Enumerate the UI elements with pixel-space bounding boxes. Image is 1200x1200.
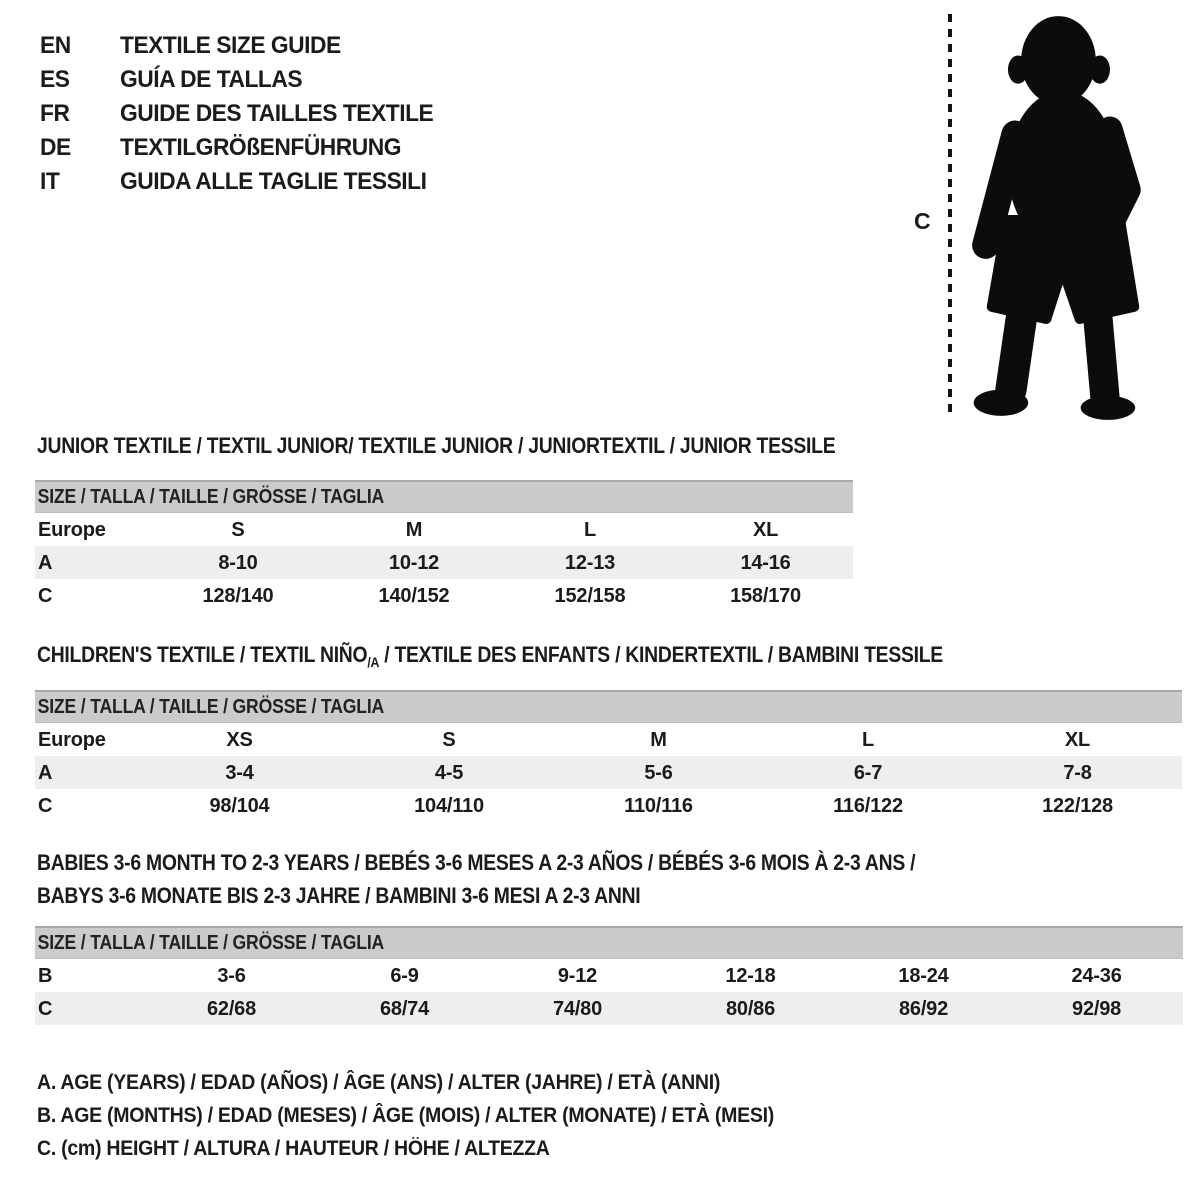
size-cell: S xyxy=(231,518,245,541)
region-row xyxy=(35,513,853,547)
height-cell: 116/122 xyxy=(833,794,903,817)
height-cell: 74/80 xyxy=(491,992,664,1025)
junior-size-table xyxy=(35,480,853,612)
height-cm-row xyxy=(35,789,1182,822)
size-header-row xyxy=(35,691,1182,723)
age-years-row xyxy=(35,756,1182,789)
region-row xyxy=(35,723,1182,757)
height-cell: 86/92 xyxy=(837,992,1010,1025)
babies-size-table xyxy=(35,926,1183,1025)
months-cell: 12-18 xyxy=(725,964,776,987)
height-cell: 122/128 xyxy=(1042,794,1113,817)
lang-row-en xyxy=(40,29,450,63)
months-cell: 9-12 xyxy=(557,964,598,987)
lang-label: GUIDA ALLE TAGLIE TESSILI xyxy=(120,168,427,195)
height-cell: 128/140 xyxy=(202,584,274,607)
size-cell: S xyxy=(442,728,456,751)
row-label: C xyxy=(38,584,53,607)
height-cell: 140/152 xyxy=(378,584,450,607)
children-title-main: CHILDREN'S TEXTILE / TEXTIL NIÑO xyxy=(37,642,368,667)
size-cell: XL xyxy=(1064,728,1091,751)
legend-age-months: B. AGE (MONTHS) / EDAD (MESES) / ÂGE (MOIS) / ALTER (MONATE) / ETÀ (MESI) xyxy=(37,1104,774,1127)
row-label: B xyxy=(38,964,53,987)
height-measure-label: C xyxy=(914,208,931,234)
height-cell: 152/158 xyxy=(554,584,626,607)
age-cell: 6-7 xyxy=(763,756,973,789)
size-header-label: SIZE / TALLA / TAILLE / GRÖSSE / TAGLIA xyxy=(37,696,385,718)
height-cell: 92/98 xyxy=(1010,992,1183,1025)
months-cell: 18-24 xyxy=(898,964,949,987)
lang-code: ES xyxy=(40,66,70,93)
size-cell: L xyxy=(861,728,875,751)
size-header-label: SIZE / TALLA / TAILLE / GRÖSSE / TAGLIA xyxy=(37,486,385,508)
age-years-row xyxy=(35,546,853,579)
age-cell: 7-8 xyxy=(973,756,1182,789)
age-cell: 8-10 xyxy=(150,546,326,579)
size-header-label: SIZE / TALLA / TAILLE / GRÖSSE / TAGLIA xyxy=(37,932,385,954)
age-cell: 10-12 xyxy=(326,546,502,579)
age-cell: 12-13 xyxy=(502,546,678,579)
toddler-silhouette-icon xyxy=(962,8,1165,432)
row-label: Europe xyxy=(38,728,106,751)
lang-label: TEXTILGRÖßENFÜHRUNG xyxy=(120,134,402,161)
height-cell: 158/170 xyxy=(730,584,801,607)
junior-section-title: JUNIOR TEXTILE / TEXTIL JUNIOR/ TEXTILE JUNIOR / JUNIORTEXTIL / JUNIOR TESSILE xyxy=(37,433,836,458)
size-header-row xyxy=(35,927,1183,959)
children-size-table xyxy=(35,690,1182,822)
size-cell: L xyxy=(583,518,597,541)
size-header-row xyxy=(35,481,853,513)
lang-label: TEXTILE SIZE GUIDE xyxy=(120,32,341,59)
height-cell: 104/110 xyxy=(414,794,484,817)
children-title-subscript: /A xyxy=(367,654,380,670)
age-cell: 14-16 xyxy=(678,546,853,579)
height-cell: 98/104 xyxy=(209,794,270,817)
lang-label: GUIDE DES TAILLES TEXTILE xyxy=(120,100,434,127)
height-cell: 68/74 xyxy=(318,992,491,1025)
lang-code: DE xyxy=(40,134,71,161)
children-title-rest: / TEXTILE DES ENFANTS / KINDERTEXTIL / BAMBINI TESSILE xyxy=(379,642,943,667)
months-cell: 6-9 xyxy=(390,964,419,987)
height-cell: 80/86 xyxy=(664,992,837,1025)
lang-code: FR xyxy=(40,100,70,127)
height-dashed-line xyxy=(948,14,952,417)
lang-label: GUÍA DE TALLAS xyxy=(120,66,303,93)
size-cell: M xyxy=(650,728,667,751)
months-cell: 24-36 xyxy=(1071,964,1122,987)
legend-height-cm: C. (cm) HEIGHT / ALTURA / HAUTEUR / HÖHE / ALTEZZA xyxy=(37,1137,550,1160)
legend-age-years: A. AGE (YEARS) / EDAD (AÑOS) / ÂGE (ANS) / ALTER (JAHRE) / ETÀ (ANNI) xyxy=(37,1071,721,1094)
row-label: C xyxy=(38,794,53,817)
size-cell: M xyxy=(405,518,423,541)
height-cell: 62/68 xyxy=(145,992,318,1025)
lang-row-fr xyxy=(40,97,450,131)
lang-row-es xyxy=(40,63,450,97)
age-months-row xyxy=(35,959,1183,993)
row-label: A xyxy=(35,546,150,579)
language-title-block xyxy=(40,29,450,199)
height-cm-row xyxy=(35,992,1183,1025)
age-cell: 5-6 xyxy=(554,756,763,789)
size-cell: XL xyxy=(752,518,779,541)
size-cell: XS xyxy=(226,728,253,751)
height-cm-row xyxy=(35,579,853,612)
lang-code: IT xyxy=(40,168,60,195)
lang-row-de xyxy=(40,131,450,165)
lang-code: EN xyxy=(40,32,71,59)
row-label: A xyxy=(35,756,135,789)
height-cell: 110/116 xyxy=(624,794,693,817)
age-cell: 4-5 xyxy=(344,756,554,789)
row-label: C xyxy=(35,992,145,1025)
months-cell: 3-6 xyxy=(217,964,246,987)
lang-row-it xyxy=(40,165,450,199)
babies-section-title-line2: BABYS 3-6 MONATE BIS 2-3 JAHRE / BAMBINI 3-6 MESI A 2-3 ANNI xyxy=(37,883,641,908)
age-cell: 3-4 xyxy=(135,756,344,789)
children-section-title xyxy=(37,642,943,675)
babies-section-title-line1: BABIES 3-6 MONTH TO 2-3 YEARS / BEBÉS 3-6 MESES A 2-3 AÑOS / BÉBÉS 3-6 MOIS À 2-3 ANS / xyxy=(37,850,916,875)
row-label: Europe xyxy=(38,518,106,541)
